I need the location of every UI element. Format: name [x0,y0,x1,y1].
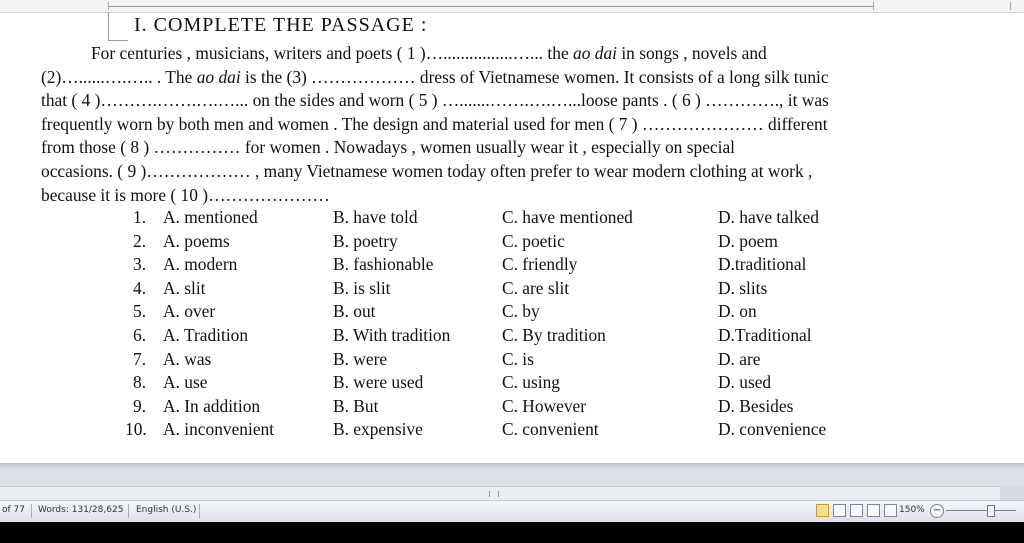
page-bottom-edge [0,463,1024,469]
passage-line-3: that ( 4 )……….…….….…... on the sides and worn ( 5 ) ….......…….….…...loose pants . ( 6 ) …………., it was [41,90,829,111]
section-heading: I. COMPLETE THE PASSAGE : [134,14,428,36]
zoom-slider-thumb[interactable] [987,505,995,517]
web-layout-icon[interactable] [850,504,863,517]
zoom-level[interactable]: 150% [899,505,925,515]
passage-line-2: (2)…......….….. . The ao dai is the (3) ……………… dress of Vietnamese women. It consists of a long silk tunic [41,66,829,87]
ruler [0,0,1024,13]
passage-line-7: because it is more ( 10 )………………… [41,184,330,205]
word-count[interactable]: Words: 131/28,625 [38,505,124,515]
zoom-slider-track[interactable] [946,510,1016,511]
full-screen-reading-icon[interactable] [833,504,846,517]
zoom-out-button[interactable]: − [930,504,944,518]
passage [41,42,976,207]
page-count[interactable]: of 77 [2,505,25,515]
status-bar [0,500,1024,522]
print-layout-icon[interactable] [816,504,829,517]
language-indicator[interactable]: English (U.S.) [136,505,197,515]
passage-line-1: For centuries , musicians, writers and poets ( 1 )…................…... the ao dai in songs , novels and [91,43,767,63]
scroll-corner [1000,486,1024,500]
margin-guide [108,12,109,40]
draft-icon[interactable] [884,504,897,517]
screen-bottom-border [0,522,1024,543]
passage-line-4: frequently worn by both men and women . The design and material used for men ( 7 ) ………………… different [41,113,828,134]
passage-line-5: from those ( 8 ) …………… for women . Nowadays , women usually wear it , especially on special [41,137,736,158]
margin-guide-corner [108,40,128,41]
outline-icon[interactable] [867,504,880,517]
passage-line-6: occasions. ( 9 )……………… , many Vietnamese women today often prefer to wear modern clothing at work , [41,160,813,181]
scroll-grip-icon[interactable] [489,491,499,497]
